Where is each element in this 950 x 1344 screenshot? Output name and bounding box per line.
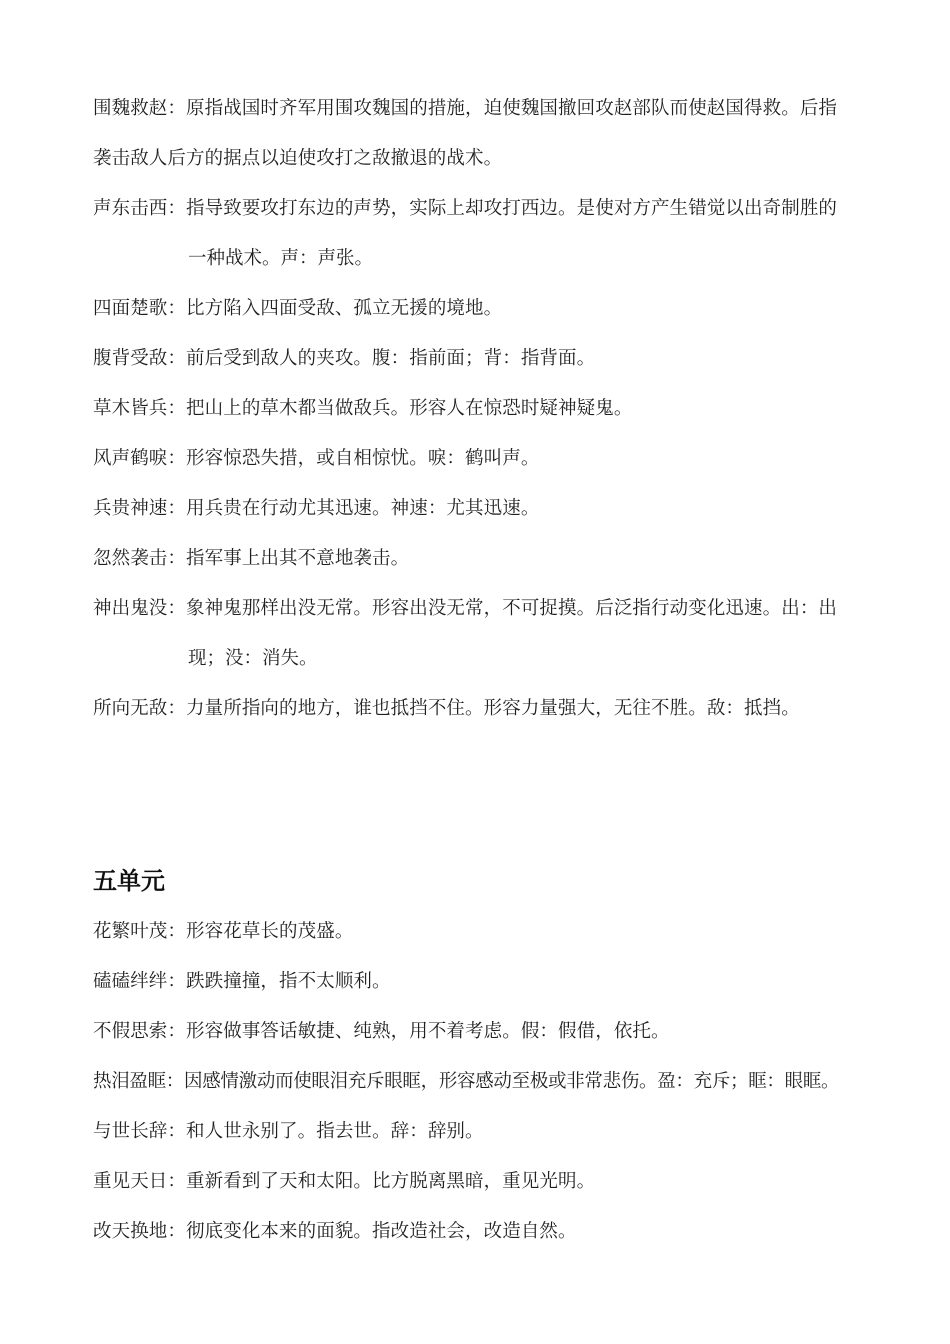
idiom-definition: 跌跌撞撞，指不太顺利。 xyxy=(186,971,391,992)
idiom-entry xyxy=(93,1070,839,1094)
idiom-definition: 形容做事答话敏捷、纯熟，用不着考虑。假：假借，依托。 xyxy=(186,1021,670,1042)
idiom-term: 所向无敌： xyxy=(93,698,187,719)
idiom-term: 与世长辞： xyxy=(93,1121,187,1142)
idiom-term: 围魏救赵： xyxy=(93,98,187,119)
idiom-definition: 象神鬼那样出没无常。形容出没无常，不可捉摸。后泛指行动变化迅速。出：出 xyxy=(186,598,838,619)
idiom-entry xyxy=(93,547,409,571)
idiom-definition: 重新看到了天和太阳。比方脱离黑暗，重见光明。 xyxy=(186,1171,596,1192)
idiom-definition: 因感情激动而使眼泪充斥眼眶，形容感动至极或非常悲伤。盈：充斥；眶：眼眶。 xyxy=(184,1071,840,1092)
idiom-entry xyxy=(93,447,539,471)
idiom-term: 风声鹤唳： xyxy=(93,448,187,469)
idiom-entry xyxy=(93,497,539,521)
idiom-definition-continuation: 袭击敌人后方的据点以迫使攻打之敌撤退的战术。 xyxy=(93,148,503,169)
idiom-term: 花繁叶茂： xyxy=(93,921,187,942)
idiom-term: 神出鬼没： xyxy=(93,598,187,619)
idiom-entry xyxy=(93,920,353,944)
idiom-entry xyxy=(93,697,800,721)
idiom-entry xyxy=(93,1120,484,1144)
idiom-term: 腹背受敌： xyxy=(93,348,187,369)
idiom-term: 热泪盈眶： xyxy=(93,1071,185,1092)
idiom-term: 改天换地： xyxy=(93,1221,187,1242)
idiom-definition: 形容花草长的茂盛。 xyxy=(186,921,354,942)
idiom-definition-continuation: 一种战术。声：声张。 xyxy=(188,248,374,269)
idiom-term: 兵贵神速： xyxy=(93,498,187,519)
idiom-definition: 形容惊恐失措，或自相惊忧。唳：鹤叫声。 xyxy=(186,448,540,469)
idiom-definition: 把山上的草木都当做敌兵。形容人在惊恐时疑神疑鬼。 xyxy=(186,398,633,419)
idiom-entry xyxy=(93,397,632,421)
idiom-term: 忽然袭击： xyxy=(93,548,187,569)
idiom-entry xyxy=(93,297,502,321)
idiom-term: 磕磕绊绊： xyxy=(93,971,187,992)
idiom-definition: 前后受到敌人的夹攻。腹：指前面；背：指背面。 xyxy=(186,348,596,369)
idiom-term: 不假思索： xyxy=(93,1021,187,1042)
idiom-term: 重见天日： xyxy=(93,1171,187,1192)
idiom-entry xyxy=(93,1170,595,1194)
idiom-definition: 和人世永别了。指去世。辞：辞别。 xyxy=(186,1121,484,1142)
idiom-definition: 指军事上出其不意地袭击。 xyxy=(186,548,410,569)
idiom-term: 草木皆兵： xyxy=(93,398,187,419)
idiom-entry xyxy=(93,597,837,621)
idiom-term: 四面楚歌： xyxy=(93,298,187,319)
idiom-entry xyxy=(93,97,837,121)
idiom-entry xyxy=(93,1020,670,1044)
idiom-entry xyxy=(93,1220,577,1244)
idiom-definition: 用兵贵在行动尤其迅速。神速：尤其迅速。 xyxy=(186,498,540,519)
idiom-entry xyxy=(93,197,837,221)
idiom-term: 声东击西： xyxy=(93,198,187,219)
idiom-definition: 原指战国时齐军用围攻魏国的措施，迫使魏国撤回攻赵部队而使赵国得救。后指 xyxy=(186,98,838,119)
idiom-definition: 力量所指向的地方，谁也抵挡不住。形容力量强大，无往不胜。敌：抵挡。 xyxy=(186,698,800,719)
idiom-definition-continuation: 现；没：消失。 xyxy=(188,648,318,669)
idiom-definition: 比方陷入四面受敌、孤立无援的境地。 xyxy=(186,298,503,319)
idiom-definition: 彻底变化本来的面貌。指改造社会，改造自然。 xyxy=(186,1221,577,1242)
idiom-entry xyxy=(93,970,391,994)
idiom-definition: 指导致要攻打东边的声势，实际上却攻打西边。是使对方产生错觉以出奇制胜的 xyxy=(186,198,838,219)
idiom-entry xyxy=(93,347,595,371)
section-heading: 五单元 xyxy=(93,867,165,895)
